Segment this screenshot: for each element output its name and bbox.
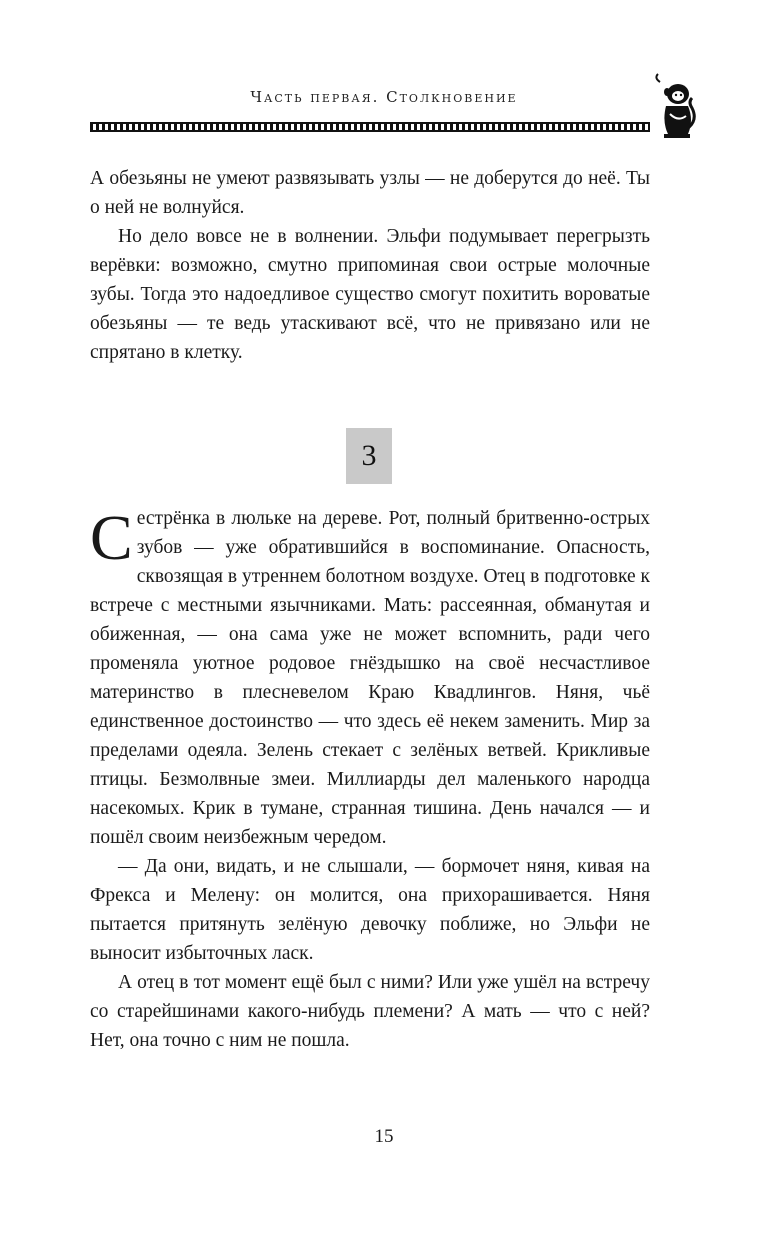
paragraph: — Да они, видать, и не слышали, — бормочет няня, кивая на Фрекса и Мелену: он молится, она прихорашивается. Няня пытается притянуть зелёную девочку поближе, но Эльфи не выносит избыточных ласк. [90, 856, 650, 964]
page-number: 15 [374, 1126, 394, 1147]
text-block-top [90, 164, 650, 367]
paragraph-opening [90, 504, 650, 852]
paragraph: Но дело вовсе не в волнении. Эльфи подумывает перегрызть верёвки: возможно, смутно припоминая свои острые молочные зубы. Тогда это надоедливое существо смогут похитить вороватые обезьяны — те ведь утаскивают всё, что не привязано или не спрятано в клетку. [90, 226, 650, 363]
paragraph: А обезьяны не умеют развязывать узлы — не доберутся до неё. Ты о ней не волнуйся. [90, 168, 650, 218]
text-block-chapter [90, 504, 650, 1055]
chapter-number: 3 [346, 428, 392, 484]
running-head: Часть первая. Столкновение [250, 88, 518, 106]
drop-cap: С [90, 502, 133, 573]
paragraph: А отец в тот момент ещё был с ними? Или уже ушёл на встречу со старейшинами какого-нибудь племени? А мать — что с ней? Нет, она точно с ним не пошла. [90, 972, 650, 1051]
monkey-icon [652, 72, 700, 152]
paragraph-text: естрёнка в люльке на дереве. Рот, полный бритвенно-острых зубов — уже обратившийся в воспоминание. Опасность, сквозящая в утреннем болотном воздухе. Отец в подготовке к встрече с местными язычниками. Мать: рассеянная, обманутая и обиженная, — она сама уже не может вспомнить, ради чего променяла уютное родовое гнёздышко на своё несчастливое материнство в плесневелом Краю Квадлингов. Няня, чьё единственное достоинство — что здесь её некем заменить. Мир за пределами одеяла. Зелень стекает с зелёных ветвей. Крикливые птицы. Безмолвные змеи. Миллиарды дел маленького народца насекомых. Крик в тумане, странная тишина. День начался — и пошёл своим неизбежным чередом. [90, 508, 650, 848]
header-rule [90, 122, 650, 132]
